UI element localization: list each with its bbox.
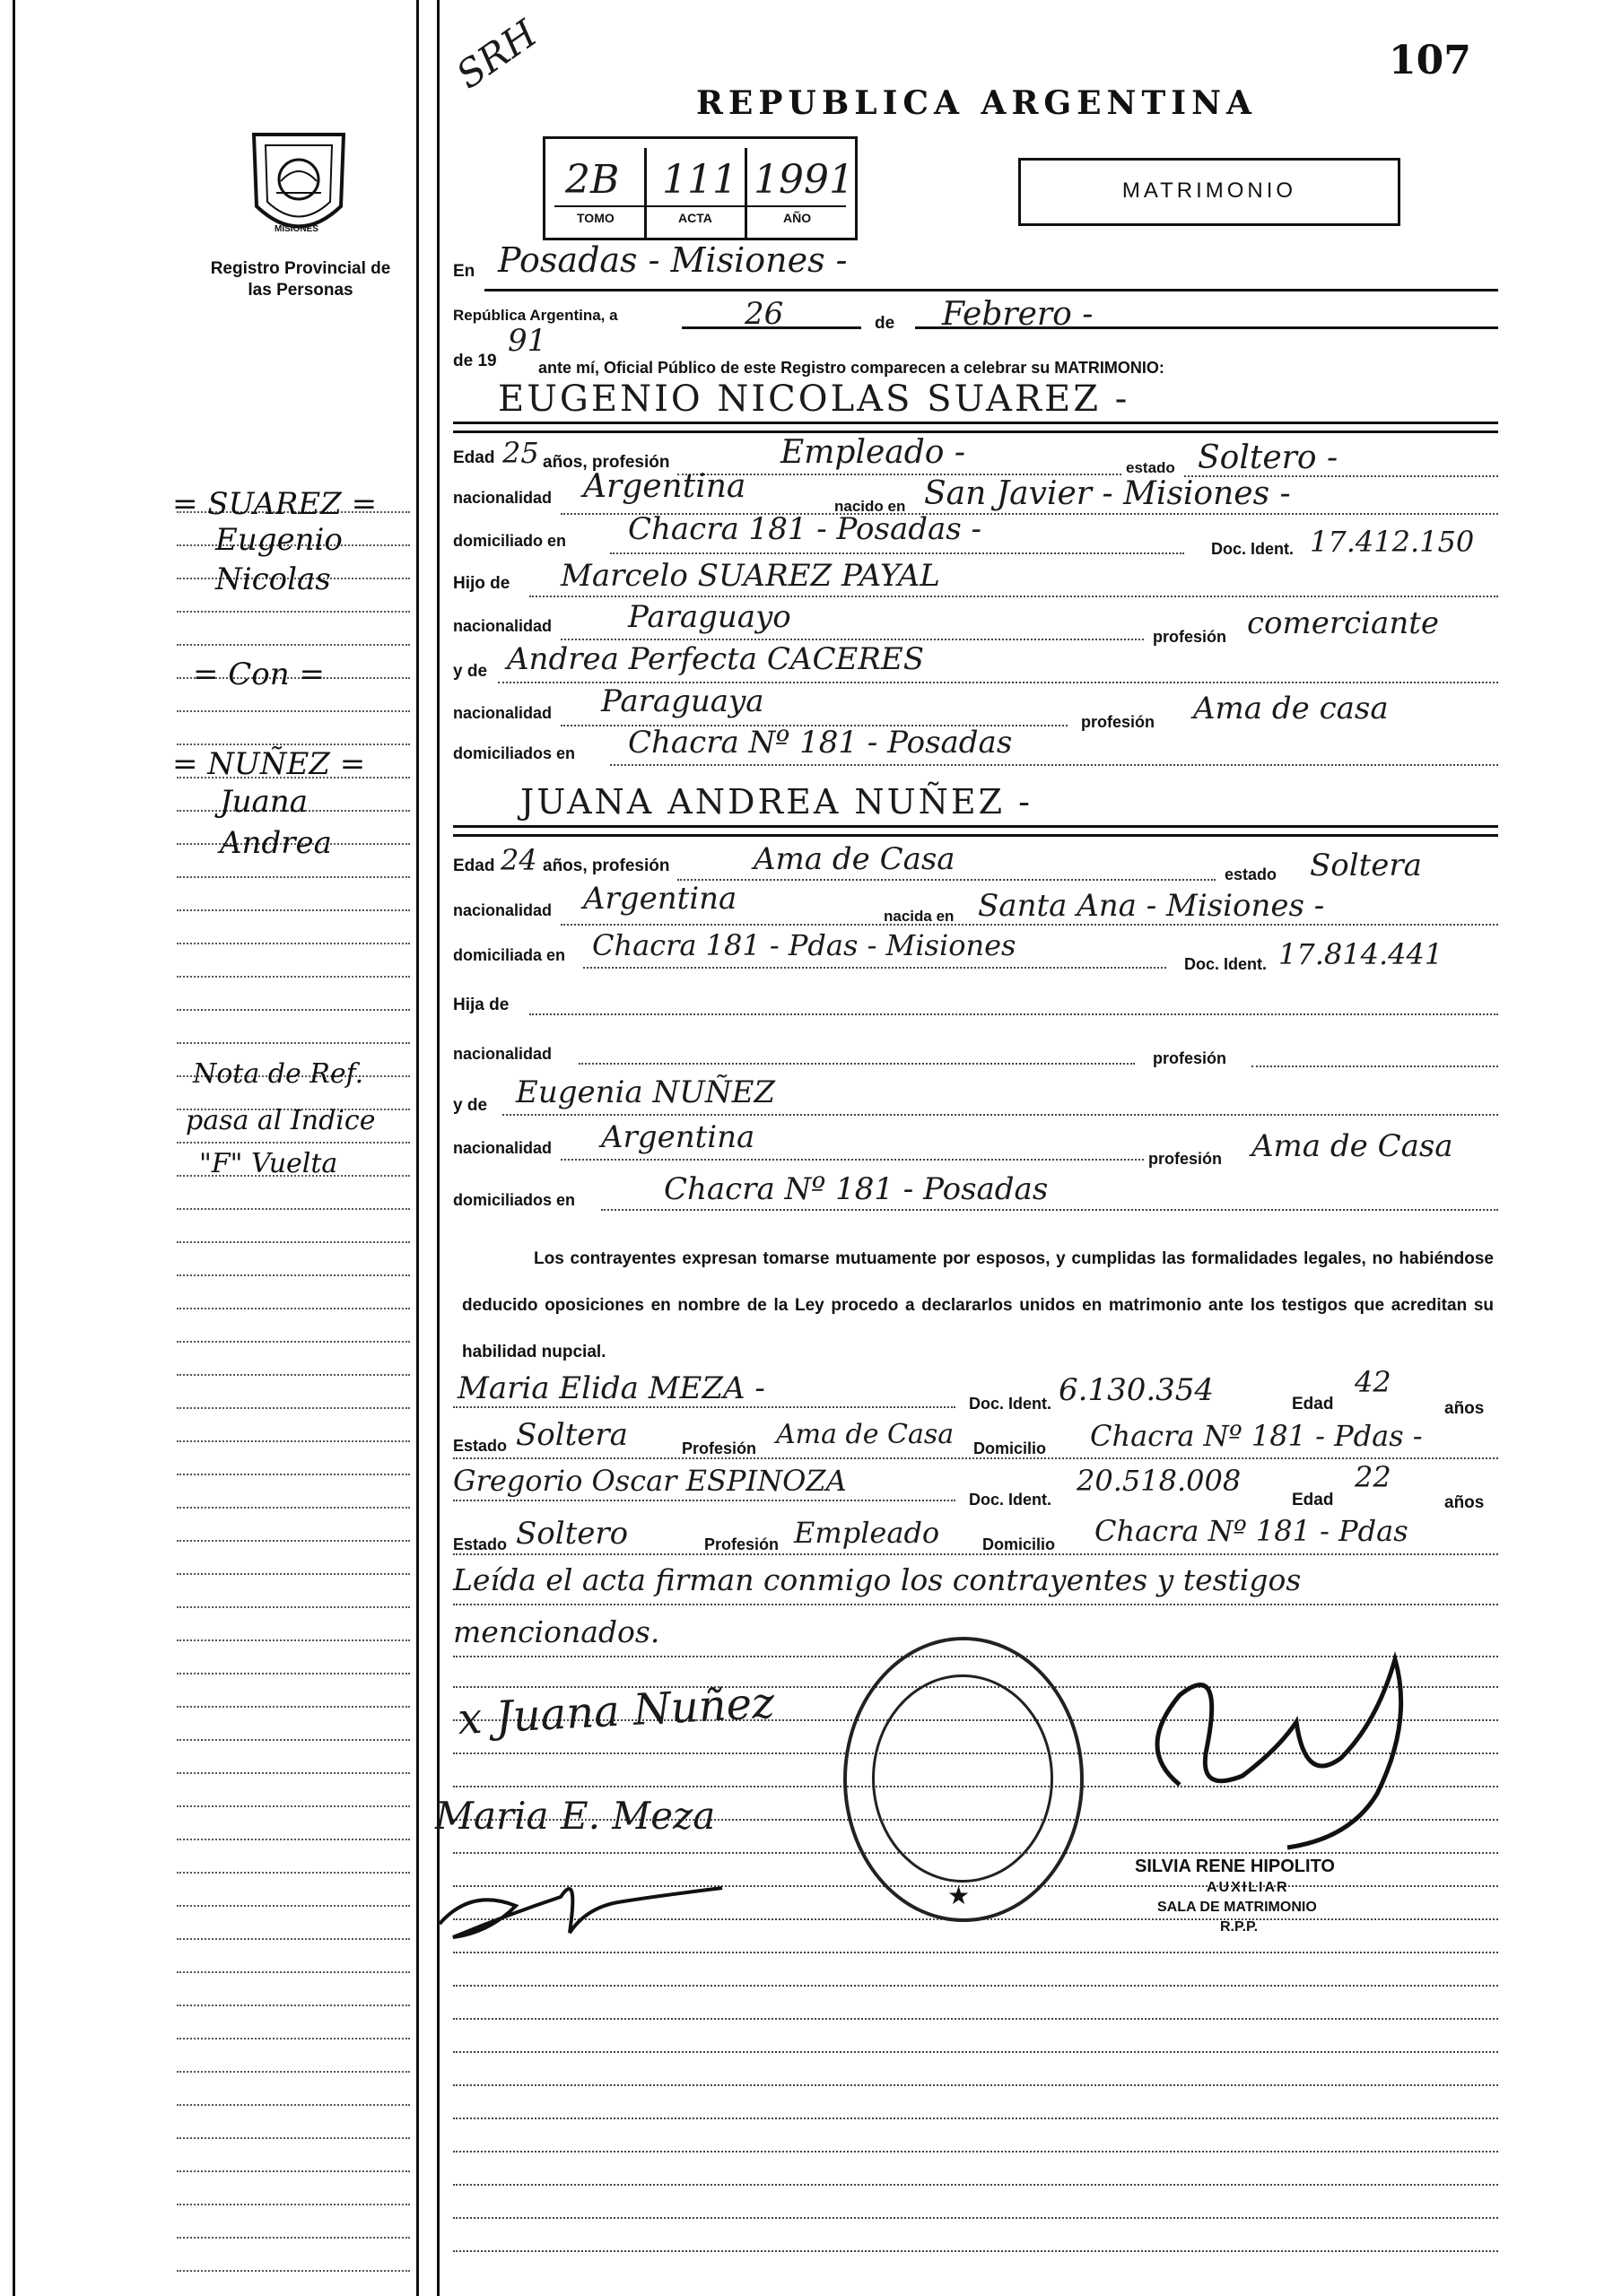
groom-parents-address-line (610, 764, 1498, 766)
witness1-age: 42 (1355, 1365, 1391, 1399)
tomo-value: 2B (565, 157, 620, 203)
official-name: SILVIA RENE HIPOLITO (1135, 1857, 1335, 1876)
bride-birthplace-line (561, 924, 1498, 926)
record-id-box (543, 136, 858, 240)
margin-ruled-line (177, 1341, 410, 1343)
signature-bride: x Juana Nuñez (456, 1677, 776, 1745)
signature-official-scribble (1126, 1641, 1431, 1861)
label-witness2-domicilio: Domicilio (982, 1535, 1056, 1553)
closing-line1: Leída el acta firman conmigo los contrayentes y testigos (453, 1562, 1302, 1597)
label-bride-y-de: y de (453, 1096, 488, 1115)
label-bride-father-profesion: profesión (1153, 1049, 1227, 1067)
margin-con: = Con = (193, 657, 325, 692)
margin-ruled-line (177, 876, 410, 878)
bride-parents-address-line (601, 1209, 1498, 1211)
label-republica: República Argentina, a (453, 307, 618, 324)
page-number: 107 (1389, 38, 1471, 83)
witness2-state: Soltero (516, 1516, 629, 1552)
left-edge-rule (13, 0, 15, 2296)
label-bride-estado: estado (1225, 865, 1277, 883)
main-ruled-line (453, 2084, 1498, 2086)
witness1-state: Soltera (516, 1417, 628, 1453)
witness1-doc: 6.130.354 (1059, 1372, 1215, 1408)
margin-ruled-line (177, 1706, 410, 1708)
margin-ruled-line (177, 1673, 410, 1674)
bride-doc: 17.814.441 (1278, 937, 1443, 971)
witness2-name-line (453, 1500, 955, 1501)
margin-ruled-line (177, 1905, 410, 1907)
groom-parents-address: Chacra Nº 181 - Posadas (628, 725, 1013, 761)
margin-ruled-line (177, 1142, 410, 1144)
margin-ruled-line (177, 1540, 410, 1542)
margin-groom-surname: = SUAREZ = (172, 486, 378, 522)
day-value: 26 (745, 296, 784, 332)
label-bride-doc: Doc. Ident. (1184, 955, 1268, 973)
label-groom-father-profesion: profesión (1153, 628, 1227, 646)
declaration-text: Los contrayentes expresan tomarse mutuamente por esposos, y cumplidas las formalidades legales, no habiéndose deducido oposiciones en nombre de la Ley procedo a declararlos unidos en matrimonio ante los testigos que acreditan su habilidad nupcial. (462, 1249, 1494, 1361)
bride-father-nationality-line (579, 1063, 1135, 1065)
closing-line1-rule (453, 1604, 1498, 1605)
margin-ruled-line (177, 2071, 410, 2073)
closing-line2: mencionados. (453, 1614, 660, 1649)
official-rpp: R.P.P. (1220, 1919, 1259, 1935)
groom-name: EUGENIO NICOLAS SUAREZ - (498, 378, 1130, 420)
groom-mother-nationality: Paraguaya (601, 683, 764, 719)
main-ruled-line (453, 2217, 1498, 2219)
margin-ruled-line (177, 2137, 410, 2139)
groom-profession: Empleado - (780, 434, 966, 471)
witness1-line (453, 1457, 1498, 1459)
bride-mother-nationality-line (561, 1159, 1144, 1161)
label-bride-mother-nacionalidad: nacionalidad (453, 1139, 553, 1157)
label-groom-edad: Edad (453, 448, 495, 467)
main-ruled-line (453, 2018, 1498, 2020)
label-groom-parents-domicilio: domiciliados en (453, 744, 576, 762)
bride-nationality: Argentina (583, 881, 737, 917)
margin-ruled-line (177, 1274, 410, 1276)
witness2-address: Chacra Nº 181 - Pdas (1094, 1514, 1408, 1548)
margin-ruled-line (177, 1208, 410, 1210)
margin-ruled-line (177, 2204, 410, 2205)
margin-ruled-line (177, 909, 410, 911)
margin-ruled-line (177, 1474, 410, 1475)
official-stamp (843, 1637, 1084, 1922)
ano-value: 1991 (754, 157, 854, 203)
official-stamp-inner-ring (872, 1674, 1053, 1883)
main-ruled-line (453, 2184, 1498, 2186)
ano-label: AÑO (783, 211, 812, 225)
margin-ruled-line (177, 710, 410, 712)
label-de-month: de (875, 314, 895, 333)
provincial-seal (240, 126, 357, 247)
margin-ruled-line (177, 1872, 410, 1874)
margin-ruled-line (177, 611, 410, 613)
label-witness1-estado: Estado (453, 1437, 508, 1455)
label-groom-nacionalidad: nacionalidad (453, 489, 553, 507)
label-witness1-domicilio: Domicilio (973, 1439, 1047, 1457)
label-witness1-doc: Doc. Ident. (969, 1395, 1052, 1413)
year-value: 91 (508, 323, 547, 359)
margin-ruled-line (177, 2005, 410, 2006)
label-bride-mother-profesion: profesión (1148, 1150, 1223, 1168)
margin-ruled-line (177, 943, 410, 944)
margin-note-line2: pasa al Indice (186, 1105, 376, 1136)
groom-state: Soltero - (1198, 439, 1338, 476)
main-ruled-line (453, 2151, 1498, 2152)
bride-father-profession-line (1251, 1065, 1498, 1067)
label-bride-parents-domicilio: domiciliados en (453, 1191, 576, 1209)
margin-bride-name1: Juana (220, 784, 308, 820)
margin-ruled-line (177, 2270, 410, 2272)
signature-witness1: Maria E. Meza (435, 1794, 716, 1838)
country-title: REPUBLICA ARGENTINA (696, 84, 1257, 122)
margin-ruled-line (177, 976, 410, 978)
margin-ruled-line (177, 1507, 410, 1509)
bride-mother: Eugenia NUÑEZ (516, 1074, 776, 1110)
margin-ruled-line (177, 644, 410, 646)
corner-note: SRH (448, 11, 545, 98)
margin-ruled-line (177, 744, 410, 745)
label-hija-de: Hija de (453, 996, 510, 1014)
groom-father-profession: comerciante (1247, 605, 1439, 641)
star-icon: ★ (947, 1882, 971, 1909)
main-ruled-line (453, 2118, 1498, 2119)
main-ruled-line (453, 1985, 1498, 1987)
label-witness2-edad: Edad (1292, 1491, 1334, 1509)
official-office: SALA DE MATRIMONIO (1157, 1900, 1317, 1915)
margin-ruled-line (177, 2237, 410, 2239)
groom-age: 25 (502, 436, 539, 470)
record-id-divider-1 (644, 148, 647, 238)
label-groom-anos-profesion: años, profesión (543, 453, 670, 472)
bride-mother-profession: Ama de Casa (1251, 1128, 1453, 1164)
record-id-label-rule (554, 205, 846, 207)
groom-address-line (610, 552, 1184, 554)
groom-father-nationality: Paraguayo (628, 599, 791, 635)
label-groom-mother-profesion: profesión (1081, 713, 1155, 731)
margin-groom-name1: Eugenio (215, 522, 343, 558)
bride-age: 24 (501, 843, 537, 877)
groom-father: Marcelo SUAREZ PAYAL (561, 558, 940, 594)
label-groom-domicilio: domiciliado en (453, 532, 567, 550)
margin-ruled-line (177, 1042, 410, 1044)
witness1-name: Maria Elida MEZA - (458, 1370, 765, 1406)
day-line (682, 326, 861, 329)
margin-ruled-line (177, 1805, 410, 1807)
month-line (915, 326, 1498, 329)
label-witness1-anos: años (1444, 1399, 1485, 1418)
label-bride-edad: Edad (453, 857, 495, 875)
margin-ruled-line (177, 1739, 410, 1741)
margin-ruled-line (177, 1374, 410, 1376)
groom-name-line-2 (453, 430, 1498, 433)
bride-birthplace: Santa Ana - Misiones - (978, 888, 1325, 924)
margin-note-line1: Nota de Ref. (193, 1058, 364, 1090)
bride-state: Soltera (1310, 848, 1422, 883)
margin-ruled-line (177, 1639, 410, 1641)
bride-name-line-2 (453, 834, 1498, 837)
groom-father-line (529, 596, 1498, 597)
margin-ruled-line (177, 1606, 410, 1608)
label-witness2-profesion: Profesión (704, 1535, 780, 1553)
witness2-line (453, 1553, 1498, 1555)
bride-mother-nationality: Argentina (601, 1119, 755, 1155)
place-value: Posadas - Misiones - (498, 240, 848, 280)
label-witness2-anos: años (1444, 1493, 1485, 1512)
witness2-age: 22 (1355, 1460, 1391, 1494)
margin-ruled-line (177, 2170, 410, 2172)
label-witness1-edad: Edad (1292, 1395, 1334, 1413)
main-ruled-line (453, 2250, 1498, 2252)
label-groom-doc: Doc. Ident. (1211, 540, 1295, 558)
bride-name-line (453, 825, 1498, 828)
label-bride-domicilio: domiciliada en (453, 946, 566, 964)
groom-nationality: Argentina (583, 468, 746, 505)
margin-bride-surname: = NUÑEZ = (172, 746, 366, 782)
margin-ruled-line (177, 1308, 410, 1309)
bride-father-line (529, 1013, 1498, 1015)
bride-profession: Ama de Casa (754, 841, 955, 877)
margin-ruled-line (177, 1839, 410, 1840)
groom-birthplace: San Javier - Misiones - (924, 475, 1291, 512)
witness1-name-line (453, 1406, 955, 1408)
margin-ruled-line (177, 1938, 410, 1940)
witness1-address: Chacra Nº 181 - Pdas - (1090, 1419, 1423, 1453)
label-groom-estado: estado (1126, 459, 1175, 476)
margin-ruled-line (177, 1573, 410, 1575)
bride-address-line (583, 967, 1166, 969)
seal-caption: MISIONES (275, 224, 318, 234)
label-nacida-en: nacida en (884, 908, 955, 925)
label-bride-nacionalidad: nacionalidad (453, 901, 553, 919)
label-witness1-profesion: Profesión (682, 1439, 757, 1457)
margin-ruled-line (177, 2104, 410, 2106)
witness2-profession: Empleado (794, 1516, 940, 1550)
label-bride-father-nacionalidad: nacionalidad (453, 1045, 553, 1063)
label-groom-y-de: y de (453, 662, 488, 681)
bride-profession-line (677, 879, 1216, 881)
label-en: En (453, 262, 475, 281)
margin-ruled-line (177, 2038, 410, 2039)
label-groom-mother-nacionalidad: nacionalidad (453, 704, 553, 722)
acta-value: 111 (662, 157, 737, 203)
margin-groom-name2: Nicolas (215, 561, 331, 597)
label-groom-father-nacionalidad: nacionalidad (453, 617, 553, 635)
label-nacido-en: nacido en (834, 498, 906, 515)
record-type: MATRIMONIO (1121, 178, 1297, 203)
bride-mother-line (502, 1114, 1498, 1116)
witness2-doc: 20.518.008 (1077, 1464, 1242, 1498)
margin-note-line3: "F" Vuelta (199, 1148, 338, 1179)
signature-witness2-scribble (435, 1852, 758, 1955)
bride-address: Chacra 181 - Pdas - Misiones (592, 928, 1016, 962)
label-ante: ante mí, Oficial Público de este Registro comparecen a celebrar su MATRIMONIO: (538, 359, 1164, 377)
bride-name: JUANA ANDREA NUÑEZ - (520, 782, 1033, 822)
witness1-profession: Ama de Casa (776, 1419, 955, 1450)
margin-ruled-line (177, 1772, 410, 1774)
label-hijo-de: Hijo de (453, 574, 510, 593)
margin-ruled-line (177, 1971, 410, 1973)
tomo-label: TOMO (577, 211, 615, 225)
margin-bride-name2: Andrea (220, 825, 332, 861)
record-id-divider-2 (745, 148, 747, 238)
record-type-box (1018, 158, 1400, 226)
month-value: Febrero - (942, 296, 1094, 333)
groom-name-line (453, 422, 1498, 424)
margin-ruled-line (177, 1241, 410, 1243)
groom-mother: Andrea Perfecta CACERES (507, 641, 924, 677)
place-line (484, 289, 1498, 291)
label-bride-anos-profesion: años, profesión (543, 857, 670, 875)
margin-ruled-line (177, 1407, 410, 1409)
main-ruled-line (453, 2051, 1498, 2053)
official-title: AUXILIAR (1207, 1880, 1289, 1895)
bride-parents-address: Chacra Nº 181 - Posadas (664, 1171, 1049, 1207)
label-witness2-doc: Doc. Ident. (969, 1491, 1052, 1509)
registry-name: Registro Provincial de las Personas (210, 259, 391, 300)
margin-ruled-line (177, 1440, 410, 1442)
label-de19: de 19 (453, 352, 497, 370)
groom-mother-profession: Ama de casa (1193, 691, 1389, 726)
groom-address: Chacra 181 - Posadas - (628, 511, 982, 547)
label-witness2-estado: Estado (453, 1535, 508, 1553)
groom-doc: 17.412.150 (1310, 525, 1475, 559)
groom-father-nationality-line (561, 639, 1144, 640)
column-divider-1 (416, 0, 419, 2296)
margin-ruled-line (177, 1009, 410, 1011)
acta-label: ACTA (678, 211, 712, 225)
witness2-name: Gregorio Oscar ESPINOZA (453, 1464, 847, 1498)
